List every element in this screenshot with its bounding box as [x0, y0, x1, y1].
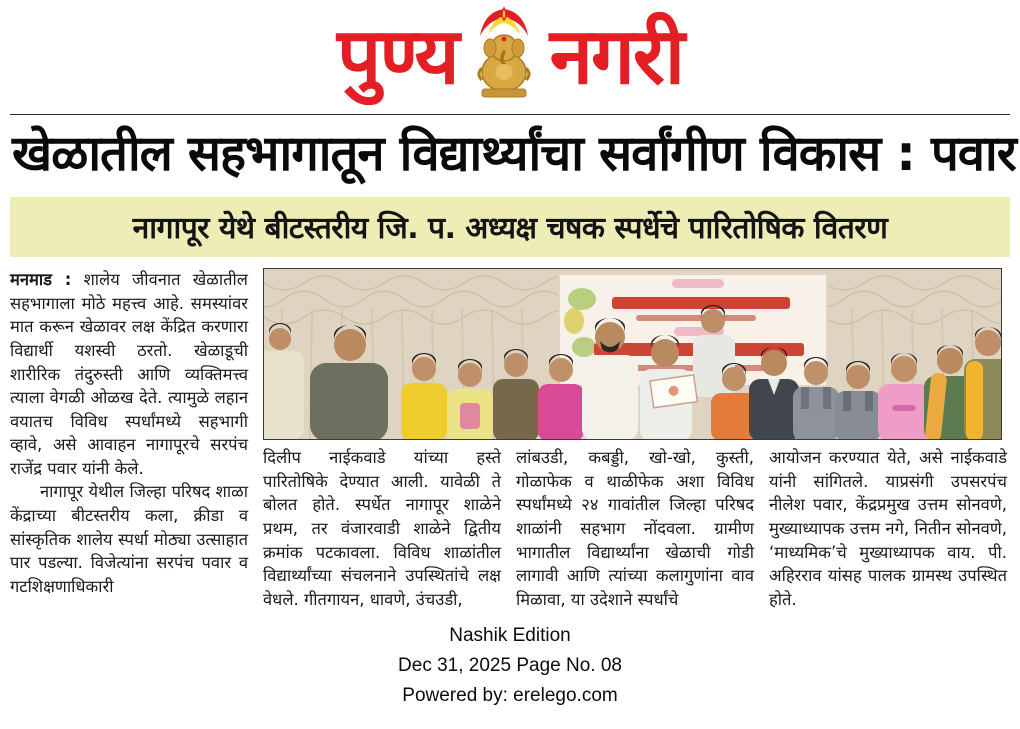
article-column-4 [769, 446, 1007, 611]
article-paragraph [10, 268, 248, 480]
powered-by-label: Powered by: erelego.com [402, 685, 618, 707]
article-body [10, 268, 1010, 611]
masthead-word-right: नगरी [549, 12, 683, 102]
article-column-1 [10, 268, 248, 611]
article-paragraph: आयोजन करण्यात येते, असे नाईकवाडे यांनी सांगितले. याप्रसंगी उपसरपंच नीलेश पवार, केंद्रप्रमुख उत्तम सोनवणे, मुख्याध्यापक उत्तम नगे, नितीन सोनवणे, ‘माध्यमिक’चे मुख्याध्यापक वाय. पी. अहिरराव यांसह पालक ग्रामस्थ उपस्थित होते. [769, 448, 1007, 609]
article-column-3 [516, 446, 754, 611]
ganesha-icon [468, 6, 540, 102]
article-photo [263, 268, 1002, 440]
article-paragraph: नागापूर येथील जिल्हा परिषद शाळा केंद्राच्या बीटस्तरीय कला, क्रीडा व सांस्कृतिक शालेय स्पर्धा मोठ्या उत्साहात पार पडल्या. विजेत्यांना सरपंच पवार व गटशिक्षणाधिकारी [10, 482, 248, 596]
masthead [0, 0, 1020, 108]
page-footer [0, 621, 1020, 711]
edition-label: Nashik Edition [449, 625, 571, 647]
lower-columns [263, 446, 1007, 611]
article-paragraph: दिलीप नाईकवाडे यांच्या हस्ते पारितोषिके देण्यात आली. यावेळी ते बोलत होते. स्पर्धेत नागापूर शाळेने प्रथम, तर वंजारवाडी शाळेने द्वितीय क्रमांक पटकावला. विविध शाळांतील विद्यार्थ्यांच्या संचलनाने उपस्थितांचे लक्ष वेधले. गीतगायन, धावणे, उंचउडी, [263, 448, 501, 609]
article-right-zone [263, 268, 1007, 611]
sub-headline-strip: नागापूर येथे बीटस्तरीय जि. प. अध्यक्ष चषक स्पर्धेचे पारितोषिक वितरण [10, 197, 1010, 257]
divider-rule [10, 114, 1010, 115]
main-headline: खेळातील सहभागातून विद्यार्थ्यांचा सर्वांगीण विकास : पवार [12, 125, 1016, 182]
paragraph-text: शालेय जीवनात खेळातील सहभागाला मोठे महत्त्व आहे. समस्यांवर मात करून खेळावर लक्ष केंद्रित करणारा विद्यार्थी यशस्वी ठरतो. खेळाडूची शारीरिक तंदुरुस्ती आणि व्यक्तिमत्त्व त्याला वेगळी ओळख देते. त्यामुळे लहान वयातच विविध स्पर्धांमध्ये सहभागी व्हावे, असे आवाहन नागापूरचे सरपंच राजेंद्र पवार यांनी केले. [10, 270, 248, 478]
masthead-word-left: पुण्य [337, 12, 458, 102]
article-paragraph: लांबउडी, कबड्डी, खो-खो, कुस्ती, गोळाफेक व थाळीफेक अशा विविध स्पर्धांमध्ये २४ गावांतील जिल्हा परिषद शाळांनी सहभाग नोंदवला. ग्रामीण भागातील विद्यार्थ्यांना खेळाची गोडी लागावी आणि त्यांच्या कलागुणांना वाव मिळावा, या उदेशाने स्पर्धांचे [516, 448, 754, 609]
date-page-label: Dec 31, 2025 Page No. 08 [398, 655, 622, 677]
dateline: मनमाड : [10, 270, 72, 290]
article-column-2 [263, 446, 501, 611]
